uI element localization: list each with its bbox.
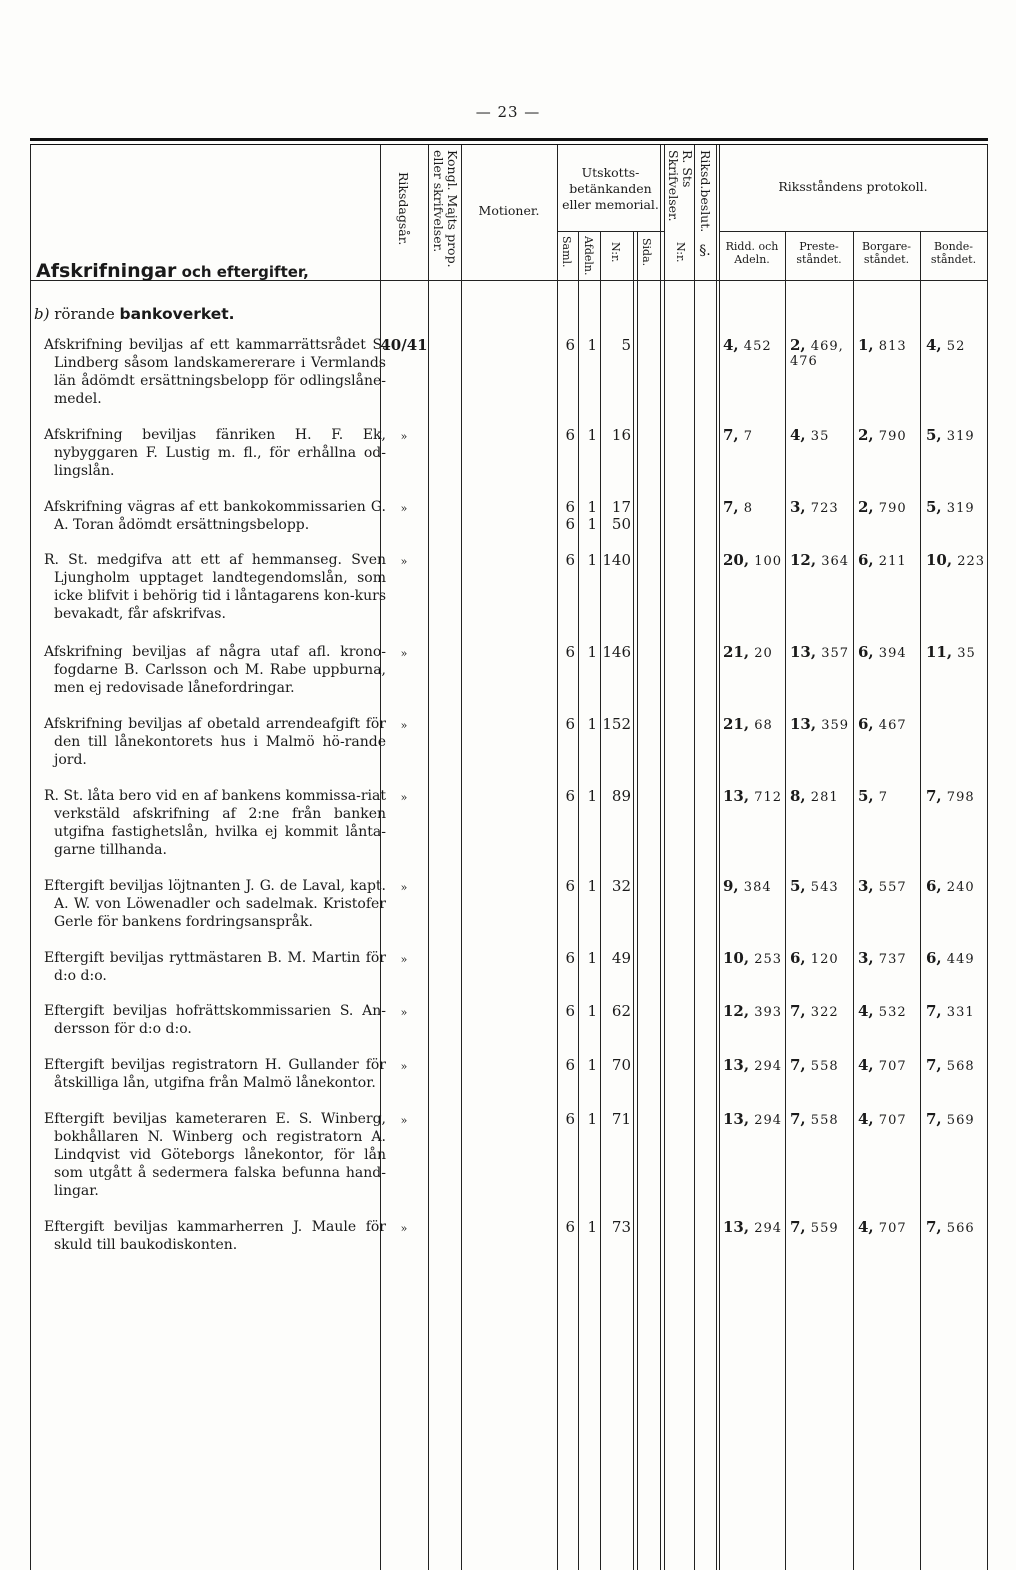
ridd-volume: 20, (723, 551, 750, 569)
borgare-volume: 2, (858, 426, 874, 444)
preste-page: 357 (816, 646, 850, 661)
afdeln-value: 1 (587, 426, 597, 444)
borgare-volume: 5, (858, 787, 874, 805)
col-rule (660, 145, 661, 1570)
entry-description: Eftergift beviljas ryttmästaren B. M. Martin för d:o d:o. (44, 950, 386, 984)
ridd-protocol-ref (723, 949, 782, 967)
afdeln-value: 1 (587, 1002, 597, 1020)
entry-description: Eftergift beviljas löjtnanten J. G. de Laval, kapt. A. W. von Löwenadler och sadelmak. Kristofer Gerle för bankens fordringsanspråk. (44, 878, 386, 930)
header-borgare: Borgare- ståndet. (861, 240, 912, 266)
preste-volume: 5, (790, 877, 806, 895)
entry-description: Afskrifning vägras af ett bankokommissarien G. A. Toran ådömdt ersättningsbelopp. (44, 499, 386, 533)
bonde-volume: 10, (926, 551, 953, 569)
borgare-volume: 6, (858, 643, 874, 661)
saml-value: 6 (565, 1110, 575, 1128)
bonde-volume: 11, (926, 643, 953, 661)
borgare-protocol-ref (858, 715, 907, 733)
afdeln-value: 1 (587, 949, 597, 967)
entry-description: Eftergift beviljas registratorn H. Gullander för åtskilliga lån, utgifna från Malmö lånekontor. (44, 1057, 386, 1091)
borgare-page: 790 (873, 429, 907, 444)
preste-page: 359 (816, 718, 850, 733)
bonde-protocol-ref (926, 1218, 975, 1236)
col-rule (694, 145, 695, 1570)
riksdagsar-ditto: » (400, 1060, 408, 1073)
preste-volume: 6, (790, 949, 806, 967)
nr-value: 50 (611, 515, 631, 533)
afdeln-value: 1 (587, 877, 597, 895)
afdeln-value: 1 (587, 515, 597, 533)
riksdagsar-value: 40/41 (380, 336, 428, 354)
nr-value: 140 (602, 551, 631, 569)
col-rule (853, 232, 854, 1570)
section-title-sub: och eftergifter, (176, 263, 309, 281)
header-paragraph: §. (699, 243, 711, 259)
header-motioner: Motioner. (478, 203, 540, 218)
col-rule (428, 145, 429, 1570)
entry-description: Afskrifning beviljas af obetald arrendeafgift för den till lånekontorets hus i Malmö hö-rande jord. (44, 716, 386, 768)
ridd-page: 294 (749, 1113, 783, 1128)
col-rule (785, 232, 786, 1570)
bonde-page: 569 (941, 1113, 975, 1128)
header-utskotts: Utskotts- betänkanden eller memorial. (562, 165, 659, 212)
bonde-protocol-ref (926, 551, 985, 569)
borgare-protocol-ref (858, 643, 907, 661)
header-sida: Sida. (640, 238, 653, 267)
col-rule (719, 145, 720, 1570)
bonde-protocol-ref (926, 426, 975, 444)
saml-value: 6 (565, 1218, 575, 1236)
nr-value: 17 (611, 498, 631, 516)
ridd-page: 100 (749, 554, 783, 569)
ridd-volume: 9, (723, 877, 739, 895)
borgare-page: 707 (873, 1221, 907, 1236)
bonde-protocol-ref (926, 1002, 975, 1020)
preste-protocol-ref (790, 1002, 839, 1020)
borgare-protocol-ref (858, 498, 907, 516)
ridd-protocol-ref (723, 1056, 782, 1074)
preste-volume: 3, (790, 498, 806, 516)
borgare-page: 707 (873, 1059, 907, 1074)
afdeln-value: 1 (587, 551, 597, 569)
borgare-volume: 6, (858, 715, 874, 733)
page-number: — 23 — (475, 103, 541, 121)
header-saml: Saml. (560, 236, 573, 268)
entry-description: R. St. medgifva att ett af hemmanseg. Sven Ljungholm upptaget landtegendomslån, som icke blifvit i behörig tid i låntagarens kon-kurs bevakadt, får afskrifvas. (44, 552, 386, 622)
entry-description: Eftergift beviljas hofrättskommissarien S. An-dersson för d:o d:o. (44, 1003, 386, 1037)
bonde-protocol-ref (926, 787, 975, 805)
ridd-volume: 13, (723, 787, 750, 805)
subsection-label: b) (34, 305, 50, 323)
header-rsts-skrifvelser: R. Sts Skrifvelser. (666, 150, 695, 222)
preste-protocol-ref (790, 551, 849, 569)
borgare-page: 707 (873, 1113, 907, 1128)
bonde-page: 35 (952, 646, 976, 661)
ridd-volume: 12, (723, 1002, 750, 1020)
borgare-page: 532 (873, 1005, 907, 1020)
saml-value: 6 (565, 498, 575, 516)
bonde-protocol-ref (926, 877, 975, 895)
entry-description: Afskrifning beviljas af några utaf afl. krono-fogdarne B. Carlsson och M. Rabe uppburna, men ej redovisade lånefordringar. (44, 644, 386, 696)
borgare-page: 557 (873, 880, 907, 895)
nr-value: 146 (602, 643, 631, 661)
riksdagsar-ditto: » (400, 1114, 408, 1127)
preste-protocol-ref (790, 1110, 839, 1128)
borgare-page: 737 (873, 952, 907, 967)
borgare-volume: 4, (858, 1110, 874, 1128)
preste-volume: 8, (790, 787, 806, 805)
preste-protocol-ref (790, 715, 849, 733)
col-rule (557, 145, 558, 1570)
riksdagsar-ditto: » (400, 1006, 408, 1019)
subsection-bold: bankoverket. (119, 305, 235, 323)
bonde-volume: 5, (926, 426, 942, 444)
ridd-volume: 21, (723, 715, 750, 733)
header-kongl-prop: Kongl. Majts prop. eller skrifvelser. (431, 150, 460, 268)
riksdagsar-ditto: » (400, 881, 408, 894)
ridd-page: 7 (738, 429, 754, 444)
col-rule (461, 145, 462, 1570)
riksdagsar-ditto: » (400, 647, 408, 660)
ridd-protocol-ref (723, 787, 782, 805)
borgare-protocol-ref (858, 426, 907, 444)
preste-page: 281 (805, 790, 839, 805)
preste-protocol-ref (790, 877, 839, 895)
bonde-volume: 7, (926, 787, 942, 805)
preste-page: 559 (805, 1221, 839, 1236)
ridd-volume: 7, (723, 426, 739, 444)
preste-protocol-ref (790, 1056, 839, 1074)
afdeln-value: 1 (587, 1218, 597, 1236)
bonde-page: 52 (941, 339, 966, 354)
ridd-page: 68 (749, 718, 773, 733)
preste-protocol-ref (790, 426, 829, 444)
saml-value: 6 (565, 715, 575, 733)
ridd-protocol-ref (723, 498, 753, 516)
col-rule (664, 145, 665, 1570)
entry-description: Afskrifning beviljas fänriken H. F. Ek, nybyggaren F. Lustig m. fl., för erhållna od-lingslån. (44, 427, 386, 479)
afdeln-value: 1 (587, 643, 597, 661)
borgare-page: 7 (873, 790, 889, 805)
borgare-protocol-ref (858, 949, 907, 967)
borgare-protocol-ref (858, 1110, 907, 1128)
preste-page: 364 (816, 554, 850, 569)
ridd-page: 253 (749, 952, 783, 967)
bonde-page: 568 (941, 1059, 975, 1074)
afdeln-value: 1 (587, 1110, 597, 1128)
borgare-volume: 3, (858, 877, 874, 895)
borgare-page: 813 (873, 339, 907, 354)
preste-page: 469, (805, 339, 844, 354)
ridd-page: 294 (749, 1059, 783, 1074)
bonde-page: 449 (941, 952, 975, 967)
borgare-protocol-ref (858, 336, 907, 354)
preste-page: 322 (805, 1005, 839, 1020)
nr-value: 71 (611, 1110, 631, 1128)
ridd-volume: 10, (723, 949, 750, 967)
preste-volume: 7, (790, 1110, 806, 1128)
ridd-protocol-ref (723, 1218, 782, 1236)
afdeln-value: 1 (587, 498, 597, 516)
preste-protocol-ref (790, 498, 839, 516)
ridd-volume: 13, (723, 1218, 750, 1236)
preste-volume: 7, (790, 1002, 806, 1020)
preste-volume: 13, (790, 715, 817, 733)
bonde-volume: 7, (926, 1218, 942, 1236)
preste-page-continued: 476 (790, 354, 818, 369)
saml-value: 6 (565, 1056, 575, 1074)
bonde-protocol-ref (926, 498, 975, 516)
preste-page: 543 (805, 880, 839, 895)
borgare-volume: 4, (858, 1056, 874, 1074)
bonde-page: 223 (952, 554, 986, 569)
borgare-volume: 1, (858, 336, 874, 354)
saml-value: 6 (565, 426, 575, 444)
ridd-volume: 13, (723, 1056, 750, 1074)
header-protokoll: Riksståndens protokoll. (778, 179, 928, 194)
preste-volume: 12, (790, 551, 817, 569)
preste-protocol-ref (790, 643, 849, 661)
ridd-volume: 7, (723, 498, 739, 516)
preste-volume: 4, (790, 426, 806, 444)
ridd-volume: 4, (723, 336, 739, 354)
col-rule (920, 232, 921, 1570)
borgare-volume: 2, (858, 498, 874, 516)
saml-value: 6 (565, 336, 575, 354)
top-rule (30, 138, 988, 141)
subsection-text: rörande (49, 305, 120, 323)
borgare-protocol-ref (858, 877, 907, 895)
bonde-volume: 7, (926, 1002, 942, 1020)
header-bonde: Bonde- ståndet. (930, 240, 977, 266)
utskotts-sub-rule (557, 231, 664, 232)
top-rule-thin (30, 144, 988, 145)
borgare-volume: 3, (858, 949, 874, 967)
nr-value: 16 (611, 426, 631, 444)
bonde-volume: 4, (926, 336, 942, 354)
borgare-page: 211 (873, 554, 907, 569)
bonde-page: 319 (941, 501, 975, 516)
col-rule (716, 145, 717, 1570)
bonde-protocol-ref (926, 336, 965, 354)
section-title-main: Afskrifningar (36, 260, 177, 282)
bonde-protocol-ref (926, 1056, 975, 1074)
borgare-page: 790 (873, 501, 907, 516)
preste-page: 558 (805, 1059, 839, 1074)
saml-value: 6 (565, 551, 575, 569)
ridd-volume: 13, (723, 1110, 750, 1128)
bonde-page: 798 (941, 790, 975, 805)
nr-value: 152 (602, 715, 631, 733)
entry-description: R. St. låta bero vid en af bankens kommissa-riat verkstäld afskrifning af 2:ne från banken utgifna fastighetslån, hvilka ej kommit lånta-garne tillhanda. (44, 788, 386, 858)
bonde-page: 319 (941, 429, 975, 444)
ridd-page: 712 (749, 790, 783, 805)
preste-page: 120 (805, 952, 839, 967)
ridd-page: 393 (749, 1005, 783, 1020)
bonde-volume: 5, (926, 498, 942, 516)
col-rule (633, 232, 634, 1570)
preste-protocol-ref (790, 336, 844, 369)
preste-volume: 13, (790, 643, 817, 661)
saml-value: 6 (565, 1002, 575, 1020)
preste-page: 35 (805, 429, 830, 444)
header-nr: N:r. (609, 242, 622, 263)
borgare-page: 394 (873, 646, 907, 661)
ridd-protocol-ref (723, 336, 772, 354)
right-border (987, 145, 988, 1570)
entry-description: Eftergift beviljas kameteraren E. S. Winberg, bokhållaren N. Winberg och registratorn A. Lindqvist vid Göteborgs lånekontor, för lån som utgått å sedermera falska befunna hand-lingar. (44, 1111, 386, 1199)
ridd-protocol-ref (723, 1110, 782, 1128)
nr-value: 73 (611, 1218, 631, 1236)
ridd-page: 8 (738, 501, 754, 516)
saml-value: 6 (565, 787, 575, 805)
borgare-protocol-ref (858, 1218, 907, 1236)
nr-value: 89 (611, 787, 631, 805)
saml-value: 6 (565, 643, 575, 661)
preste-page: 558 (805, 1113, 839, 1128)
borgare-volume: 4, (858, 1002, 874, 1020)
ridd-volume: 21, (723, 643, 750, 661)
riksdagsar-ditto: » (400, 953, 408, 966)
ridd-page: 20 (749, 646, 773, 661)
ridd-page: 452 (738, 339, 772, 354)
bonde-page: 240 (941, 880, 975, 895)
bonde-protocol-ref (926, 643, 976, 661)
riksdagsar-ditto: » (400, 555, 408, 568)
saml-value: 6 (565, 515, 575, 533)
ridd-protocol-ref (723, 877, 772, 895)
bonde-volume: 7, (926, 1110, 942, 1128)
preste-volume: 2, (790, 336, 806, 354)
nr-value: 32 (611, 877, 631, 895)
left-border (30, 145, 31, 1570)
bonde-volume: 7, (926, 1056, 942, 1074)
bonde-volume: 6, (926, 877, 942, 895)
bonde-protocol-ref (926, 949, 975, 967)
riksdagsar-ditto: » (400, 1222, 408, 1235)
preste-protocol-ref (790, 1218, 839, 1236)
borgare-protocol-ref (858, 551, 907, 569)
riksdagsar-ditto: » (400, 430, 408, 443)
borgare-volume: 4, (858, 1218, 874, 1236)
ridd-page: 294 (749, 1221, 783, 1236)
riksdagsar-ditto: » (400, 719, 408, 732)
bonde-protocol-ref (926, 1110, 975, 1128)
ridd-protocol-ref (723, 1002, 782, 1020)
preste-volume: 7, (790, 1218, 806, 1236)
preste-protocol-ref (790, 949, 839, 967)
ridd-page: 384 (738, 880, 772, 895)
afdeln-value: 1 (587, 336, 597, 354)
afdeln-value: 1 (587, 1056, 597, 1074)
bonde-volume: 6, (926, 949, 942, 967)
saml-value: 6 (565, 949, 575, 967)
borgare-protocol-ref (858, 1056, 907, 1074)
preste-protocol-ref (790, 787, 839, 805)
borgare-volume: 6, (858, 551, 874, 569)
afdeln-value: 1 (587, 787, 597, 805)
entry-description: Afskrifning beviljas af ett kammarrättsrådet S. Lindberg såsom landskamererare i Vermlands län ådömdt ersättningsbelopp för odlingslåne-medel. (44, 337, 386, 407)
preste-volume: 7, (790, 1056, 806, 1074)
borgare-page: 467 (873, 718, 907, 733)
ridd-protocol-ref (723, 426, 753, 444)
riksdagsar-ditto: » (400, 791, 408, 804)
bonde-page: 331 (941, 1005, 975, 1020)
header-riksdagsar: Riksdagsår. (396, 172, 411, 246)
borgare-protocol-ref (858, 787, 888, 805)
saml-value: 6 (565, 877, 575, 895)
nr-value: 5 (621, 336, 631, 354)
nr-value: 62 (611, 1002, 631, 1020)
ridd-protocol-ref (723, 551, 782, 569)
ridd-protocol-ref (723, 715, 773, 733)
riksdagsar-ditto: » (400, 502, 408, 515)
borgare-protocol-ref (858, 1002, 907, 1020)
header-afdeln: Afdeln. (582, 236, 595, 276)
header-rsts-nr: N:r. (674, 242, 687, 263)
bonde-page: 566 (941, 1221, 975, 1236)
col-rule (637, 232, 638, 1570)
ridd-protocol-ref (723, 643, 773, 661)
nr-value: 49 (611, 949, 631, 967)
afdeln-value: 1 (587, 715, 597, 733)
subsection-heading (34, 305, 235, 323)
header-preste: Preste- ståndet. (796, 240, 842, 266)
preste-page: 723 (805, 501, 839, 516)
entry-description: Eftergift beviljas kammarherren J. Maule för skuld till baukodiskonten. (44, 1219, 386, 1253)
header-ridd: Ridd. och Adeln. (725, 240, 779, 266)
nr-value: 70 (611, 1056, 631, 1074)
section-title (36, 260, 309, 282)
header-riksd-beslut: Riksd.beslut. (698, 150, 713, 233)
